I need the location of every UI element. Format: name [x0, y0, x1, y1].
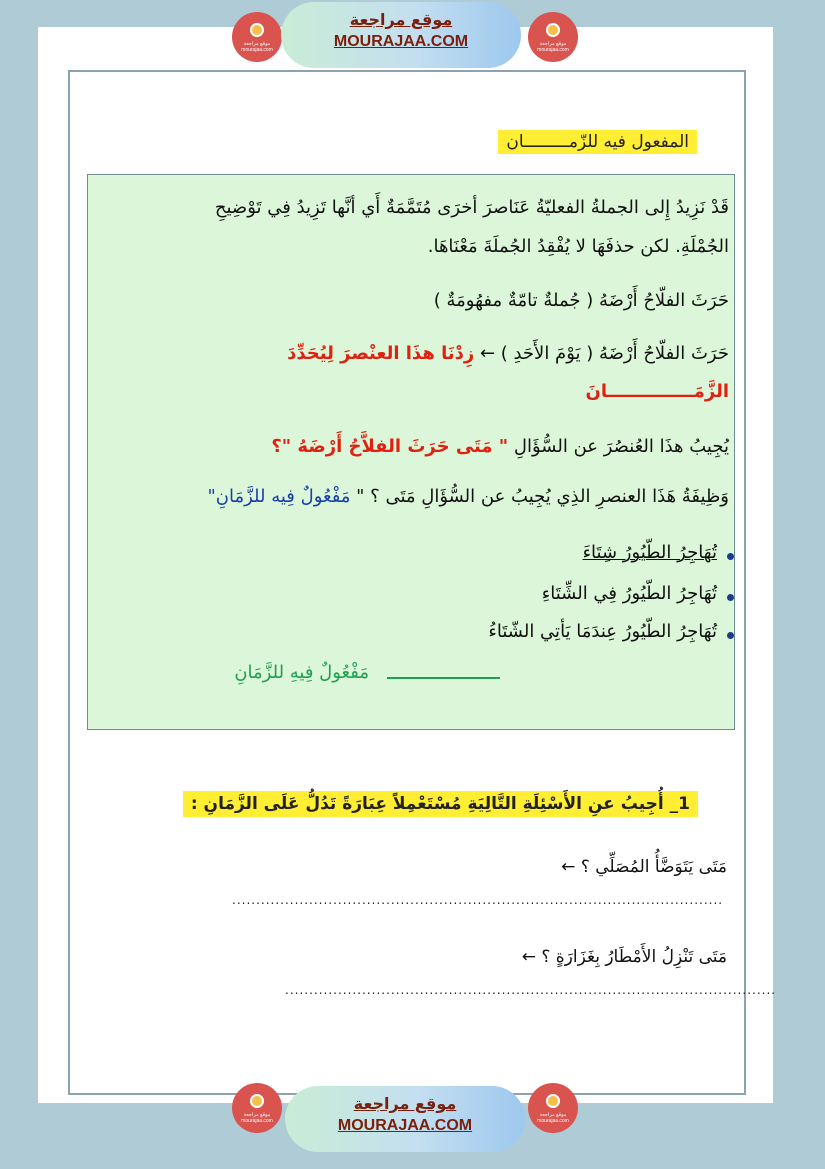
- bullet-dot: [727, 553, 734, 560]
- bullet-dot: [727, 632, 734, 639]
- logo-emblem: [546, 1094, 560, 1108]
- answer-line-1[interactable]: ......................................................................................................: [232, 893, 724, 907]
- logo-emblem: [546, 23, 560, 37]
- bullet-item-1: تُهَاجِرُ الطّيُورُ شِتَاءَ: [582, 542, 717, 563]
- footer-site-name: موقع مراجعة: [353, 1094, 457, 1113]
- question-highlight: " مَتَى حَرَثَ الفلاَّحُ أَرْضَهُ "؟: [271, 436, 509, 457]
- header-site-name: موقع مراجعة: [349, 10, 453, 29]
- site-logo-left-top: [232, 12, 282, 62]
- conclusion-label: مَفْعُولٌ فِيهِ للزَّمَانِ: [234, 662, 369, 683]
- intro-line-1: قَدْ نَزِيدُ إِلى الجملةُ الفعليّةُ عَنَاصرَ أخرَى مُتَمَّمَةٌ أَي أنَّها تَزِيدُ فِي تَوْضِيحِ: [214, 197, 729, 218]
- header-site-url[interactable]: MOURAJAA.COM: [333, 33, 469, 50]
- function-line: [208, 486, 730, 507]
- example-2: [287, 343, 729, 364]
- intro-line-2: الجُمْلَةِ. لكن حذفَهَا لا يُفْقِدُ الجُملَةَ مَعْنَاهَا.: [427, 236, 729, 257]
- example-2-note-continued: الزَّمَــــــــــــــانَ: [585, 381, 729, 402]
- footer-banner[interactable]: [285, 1086, 525, 1152]
- question-line: [271, 436, 729, 457]
- site-logo-right-bottom: [528, 1083, 578, 1133]
- lesson-title: المفعول فيه للزّمـــــــــان: [498, 130, 697, 154]
- bullet-dot: [727, 594, 734, 601]
- example-1: حَرَثَ الفلّاحُ أَرْضَهُ ( جُملةٌ تامّةٌ مفهُومَةٌ ): [433, 290, 729, 311]
- bullet-item-3: تُهَاجِرُ الطّيُورُ عِندَمَا يَأتِي الشّتَاءُ: [488, 621, 717, 642]
- exercise-question-2: مَتَى تَنْزِلُ الأَمْطَارُ بِغَزَارَةٍ ؟ ←: [521, 947, 727, 967]
- exercise-question-1: مَتَى يَتَوَضَّأُ المُصَلِّي ؟ ←: [561, 857, 727, 877]
- footer-site-url[interactable]: MOURAJAA.COM: [337, 1117, 473, 1134]
- logo-emblem: [250, 23, 264, 37]
- example-2-sentence: حَرَثَ الفلّاحُ أَرْضَهُ ( يَوْمَ الأَحَدِ ) ←: [479, 343, 729, 364]
- logo-caption: موقع مراجعة mourajaa.com: [241, 1112, 273, 1124]
- example-2-note: زِدْنَا هذَا العنْصرَ لِيُحَدِّدَ: [287, 343, 475, 364]
- conclusion-rule: [387, 677, 500, 679]
- function-term: مَفْعُولٌ فِيه للزَّمَانِ": [207, 486, 351, 507]
- logo-emblem: [250, 1094, 264, 1108]
- function-text: وَظِيفَةُ هَذَا العنصرِ الذِي يُجِيبُ عن السُّؤَالِ مَتَى ؟ ": [356, 486, 729, 507]
- site-logo-right-top: [528, 12, 578, 62]
- logo-caption: موقع مراجعة mourajaa.com: [537, 1112, 569, 1124]
- question-text: يُجِيبُ هذَا العُنصُرَ عن السُّؤَالِ: [513, 436, 729, 457]
- header-banner[interactable]: [281, 2, 521, 68]
- bullet-item-2: تُهَاجِرُ الطّيُورُ فِي الشِّتَاءِ: [541, 583, 717, 604]
- exercise-heading: 1_ أُجِيبُ عنِ الأَسْئِلَةِ التَّالِيَةِ مُسْتَعْمِلاً عِبَارَةً تَدُلُّ عَلَى الزَّمَانِ :: [183, 791, 698, 817]
- logo-caption: موقع مراجعة mourajaa.com: [241, 41, 273, 53]
- answer-line-2[interactable]: ......................................................................................................: [285, 983, 777, 997]
- logo-caption: موقع مراجعة mourajaa.com: [537, 41, 569, 53]
- site-logo-left-bottom: [232, 1083, 282, 1133]
